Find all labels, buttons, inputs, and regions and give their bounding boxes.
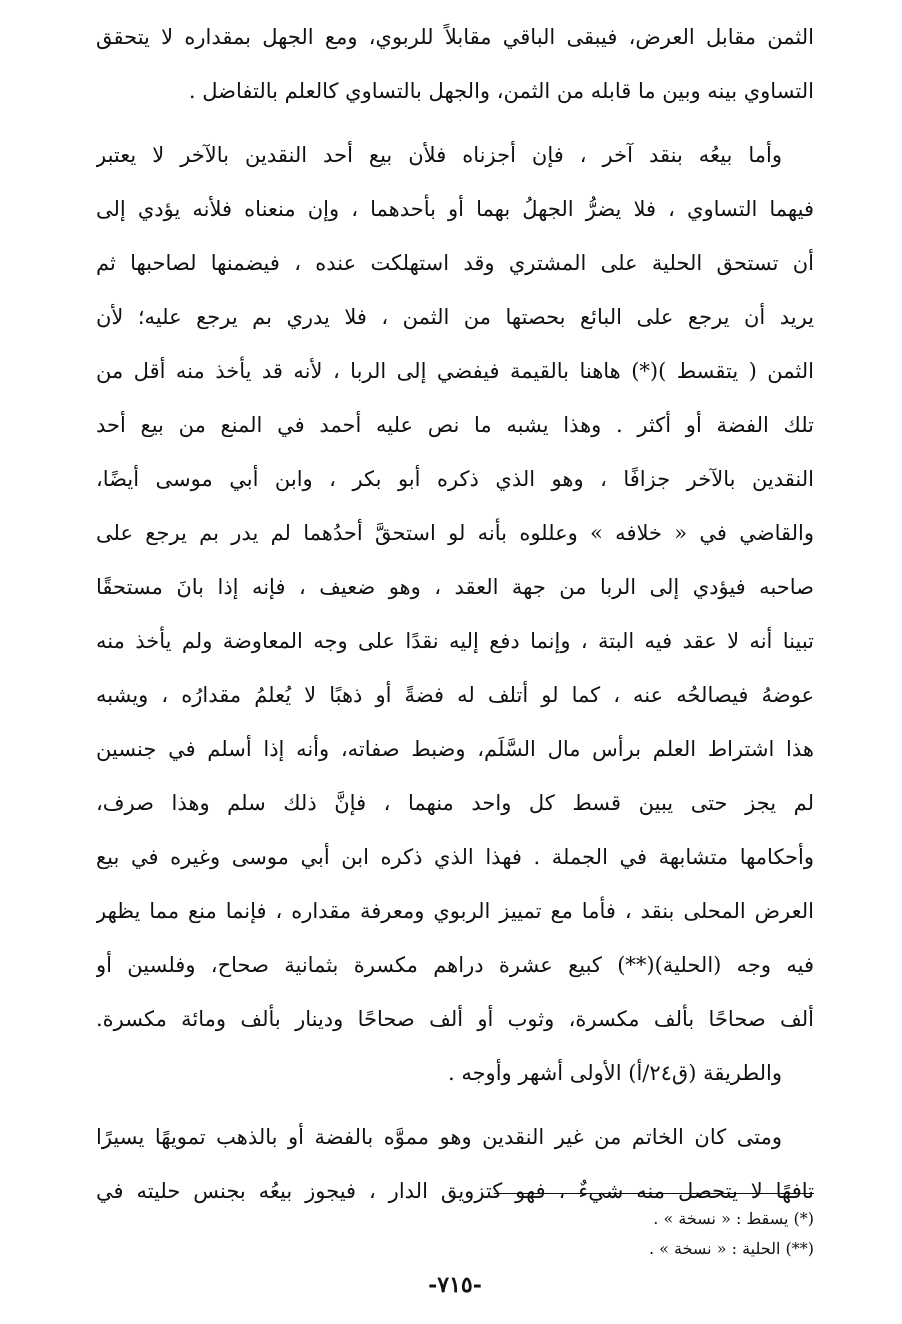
text-line: لم يجز حتى يبين قسط كل واحد منهما ، فإنَّ ذلك سلم وهذا صرف، bbox=[96, 791, 814, 815]
text-line: ومتى كان الخاتم من غير النقدين وهو مموَّه بالفضة أو بالذهب تمويهًا يسيرًا bbox=[96, 1125, 782, 1149]
text-line: النقدين بالآخر جزافًا ، وهو الذي ذكره أبو بكر ، وابن أبي موسى أيضًا، bbox=[96, 467, 814, 491]
footnotes bbox=[96, 1204, 814, 1264]
book-page bbox=[96, 10, 814, 1310]
text-line: يريد أن يرجع على البائع بحصتها من الثمن ، فلا يدري بم يرجع عليه؛ لأن bbox=[96, 305, 814, 329]
text-line: الثمن مقابل العرض، فيبقى الباقي مقابلاً للربوي، ومع الجهل بمقداره لا يتحقق bbox=[96, 25, 814, 49]
text-line: هذا اشتراط العلم برأس مال السَّلَم، وضبط صفاته، وأنه إذا أسلم في جنسين bbox=[96, 737, 814, 761]
text-line: تافهًا لا يتحصل منه شيءٌ ، فهو كتزويق الدار ، فيجوز بيعُه بجنس حليته في bbox=[96, 1179, 814, 1203]
text-line: تبينا أنه لا عقد فيه البتة ، وإنما دفع إليه نقدًا على وجه المعاوضة ولم يأخذ منه bbox=[96, 629, 814, 653]
text-line: التساوي بينه وبين ما قابله من الثمن، والجهل بالتساوي كالعلم بالتفاضل . bbox=[188, 79, 814, 103]
text-line: فيه وجه (الحلية)(**) كبيع عشرة دراهم مكسرة بثمانية صحاح، وفلسين أو bbox=[96, 953, 814, 977]
body-text bbox=[96, 10, 814, 1218]
footnote: (**) الحلية : « نسخة » . bbox=[648, 1239, 814, 1258]
paragraph-2 bbox=[96, 128, 814, 1046]
text-line: صاحبه فيؤدي إلى الربا من جهة العقد ، وهو ضعيف ، فإنه إذا بانَ مستحقًا bbox=[96, 575, 814, 599]
page-number: -٧١٥- bbox=[428, 1272, 482, 1298]
paragraph-4 bbox=[96, 1110, 814, 1218]
paragraph-1 bbox=[96, 10, 814, 118]
paragraph-3 bbox=[96, 1046, 814, 1100]
footnote: (*) يسقط : « نسخة » . bbox=[653, 1209, 814, 1228]
text-line: عوضهُ فيصالحُه عنه ، كما لو أتلف له فضةً أو ذهبًا لا يُعلمُ مقدارُه ، ويشبه bbox=[96, 683, 814, 707]
text-line: فيهما التساوي ، فلا يضرُّ الجهلُ بهما أو بأحدهما ، وإن منعناه فلأنه يؤدي إلى bbox=[96, 197, 814, 221]
text-line: وأحكامها متشابهة في الجملة . فهذا الذي ذكره ابن أبي موسى وغيره في بيع bbox=[96, 845, 814, 869]
text-line: تلك الفضة أو أكثر . وهذا يشبه ما نص عليه أحمد في المنع من بيع أحد bbox=[96, 413, 814, 437]
text-line: ألف صحاحًا بألف مكسرة، وثوب أو ألف صحاحًا ودينار بألف ومائة مكسرة. bbox=[96, 1007, 814, 1031]
text-line: والقاضي في « خلافه » وعللوه بأنه لو استحقَّ أحدُهما لم يدر بم يرجع على bbox=[96, 521, 814, 545]
text-line: أن تستحق الحلية على المشتري وقد استهلكت عنده ، فيضمنها لصاحبها ثم bbox=[96, 251, 814, 275]
text-line: وأما بيعُه بنقد آخر ، فإن أجزناه فلأن بيع أحد النقدين بالآخر لا يعتبر bbox=[96, 143, 782, 167]
text-line: الثمن ( يتقسط )(*) هاهنا بالقيمة فيفضي إلى الربا ، لأنه قد يأخذ منه أقل من bbox=[96, 359, 814, 383]
footnote-separator bbox=[494, 1193, 814, 1194]
text-line: والطريقة (ق٢٤/أ) الأولى أشهر وأوجه . bbox=[447, 1061, 782, 1085]
text-line: العرض المحلى بنقد ، فأما مع تمييز الربوي ومعرفة مقداره ، فإنما منع مما يظهر bbox=[96, 899, 814, 923]
